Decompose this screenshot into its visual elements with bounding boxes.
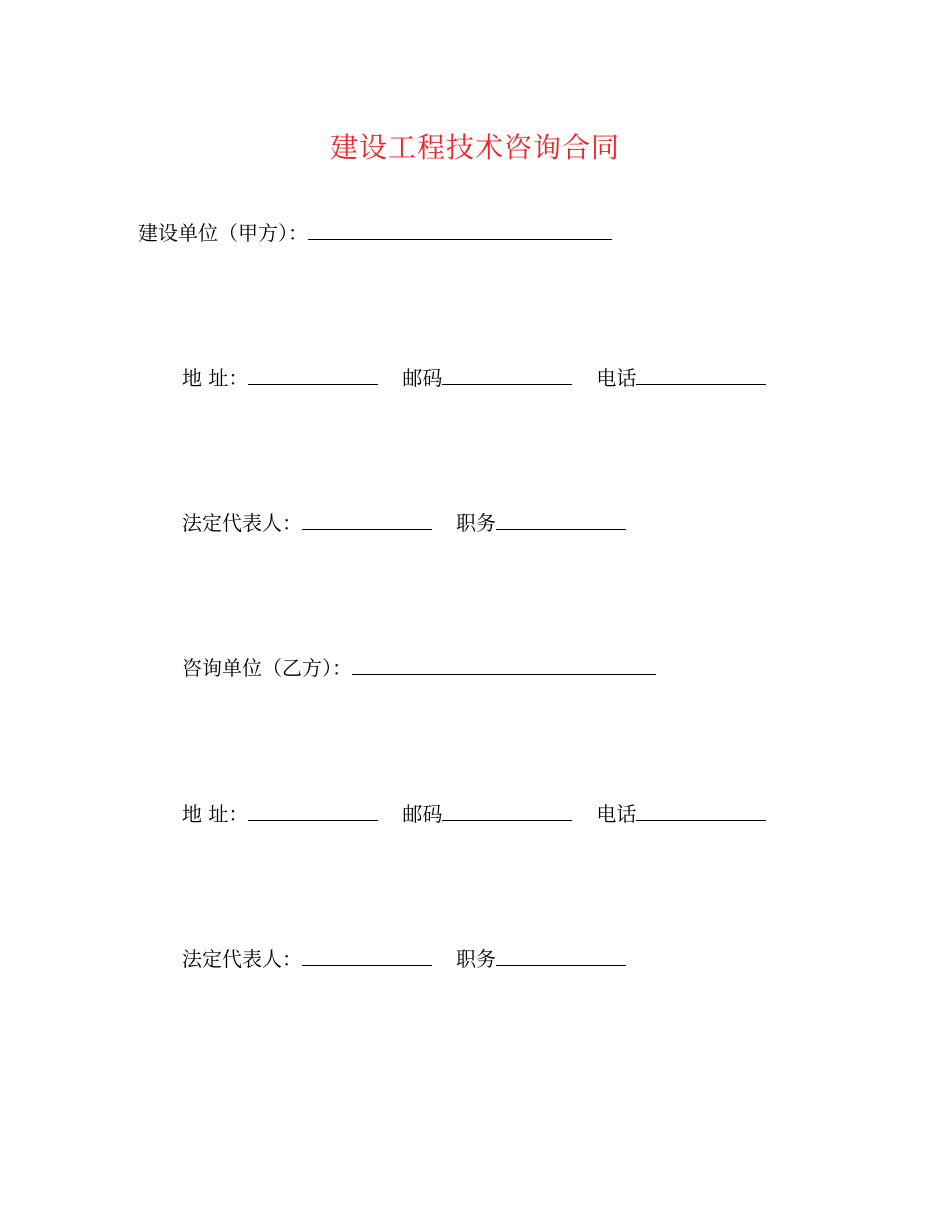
- party-a-legal-rep-label: 法定代表人：: [182, 511, 302, 535]
- party-a-legal-rep-blank[interactable]: [302, 528, 432, 530]
- party-a-address-blank[interactable]: [248, 383, 378, 385]
- party-a-phone-blank[interactable]: [636, 383, 766, 385]
- party-b-contact-row: [182, 799, 766, 829]
- party-a-postcode-blank[interactable]: [442, 383, 572, 385]
- party-b-position-blank[interactable]: [496, 964, 626, 966]
- party-a-contact-row: [182, 363, 766, 393]
- party-b-phone-label: 电话: [596, 802, 637, 826]
- document-title: 建设工程技术咨询合同: [329, 131, 620, 164]
- party-b-rep-row: [182, 944, 626, 974]
- party-b-postcode-label: 邮码: [402, 802, 443, 826]
- party-b-unit-row: [182, 653, 656, 683]
- party-a-postcode-label: 邮码: [402, 366, 443, 390]
- party-b-legal-rep-label: 法定代表人：: [182, 947, 302, 971]
- party-b-postcode-blank[interactable]: [442, 819, 572, 821]
- party-a-unit-blank[interactable]: [308, 238, 612, 240]
- party-a-position-label: 职务: [456, 511, 496, 535]
- party-b-phone-blank[interactable]: [636, 819, 766, 821]
- party-b-address-label: 地 址：: [182, 802, 249, 826]
- party-a-unit-label: 建设单位（甲方）：: [138, 221, 308, 245]
- party-a-unit-row: [138, 218, 612, 248]
- party-a-phone-label: 电话: [596, 366, 637, 390]
- party-a-rep-row: [182, 508, 626, 538]
- party-b-unit-blank[interactable]: [352, 673, 656, 675]
- party-b-unit-label: 咨询单位（乙方）：: [182, 656, 352, 680]
- party-b-address-blank[interactable]: [248, 819, 378, 821]
- party-a-address-label: 地 址：: [182, 366, 249, 390]
- party-b-position-label: 职务: [456, 947, 496, 971]
- party-a-position-blank[interactable]: [496, 528, 626, 530]
- party-b-legal-rep-blank[interactable]: [302, 964, 432, 966]
